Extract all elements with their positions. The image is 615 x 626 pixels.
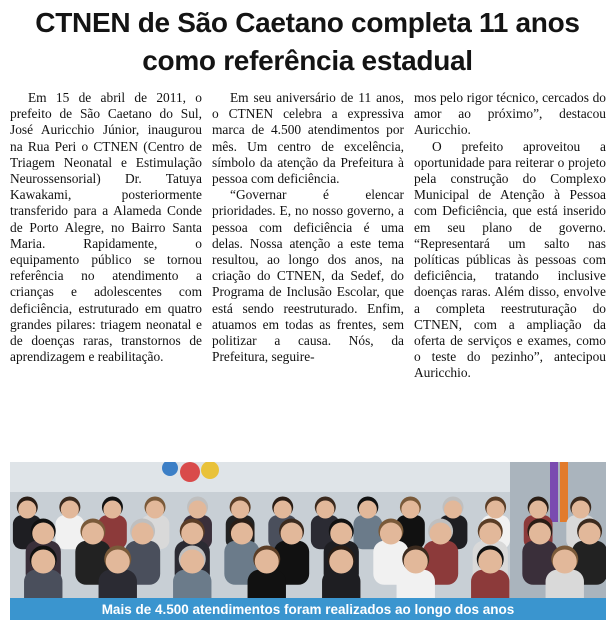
paragraph: O prefeito aproveitou a oportunidade para reiterar o projeto pela construção do Complexo Municipal de Atenção à Pessoa com Deficiência, que está inserido em seu plano de governo. “Representará um salto nas políticas públicas às pessoas com deficiência, tratando inclusive doenças raras. Além disso, envolve a completa reestruturação do CTNEN, com a ampliação da oferta de serviços e exames, como o teste do pezinho”, antecipou Auricchio. — [414, 138, 606, 381]
paragraph: Em 15 de abril de 2011, o prefeito de São Caetano do Sul, José Auricchio Júnior, inaugurou na Rua Peri o CTNEN (Centro de Triagem Neonatal e Estimulação Neurossensorial) Dr. Tatuya Kawakami, posteriormente transferido para a Alameda Conde de Porto Alegre, no Bairro Santa Maria. Rapidamente, o equipamento público se tornou referência no atendimento a crianças e adolescentes com deficiência, estruturado em quatro grandes pilares: triagem neonatal e de doenças raras, transtornos de aprendizagem e reabilitação. — [10, 90, 202, 365]
photo-caption: Mais de 4.500 atendimentos foram realizados ao longo dos anos — [10, 598, 606, 620]
article-column-2 — [212, 90, 404, 458]
person-figure — [353, 497, 382, 550]
ribbon-shape — [550, 462, 558, 522]
group-photo-illustration — [10, 462, 606, 598]
headline-line-2: como referência estadual — [142, 45, 473, 76]
person-figure — [55, 497, 84, 550]
paragraph-continuation: mos pelo rigor técnico, cercados do amor ao próximo”, destacou Auricchio. — [414, 90, 606, 138]
ribbon-shape — [560, 462, 568, 522]
headline-line-1: CTNEN de São Caetano completa 11 anos — [35, 7, 580, 38]
article-column-3 — [414, 90, 606, 458]
article-body — [10, 90, 606, 458]
headline — [8, 4, 607, 80]
group-photo — [10, 462, 606, 598]
balloon-shape — [180, 462, 200, 482]
paragraph: Em seu aniversário de 11 anos, o CTNEN celebra a expressiva marca de 4.500 atendimentos por mês. Um centro de excelência, símbolo da atenção da Prefeitura à pessoa com deficiência. — [212, 90, 404, 187]
article-column-1 — [10, 90, 202, 458]
paragraph: “Governar é elencar prioridades. E, no nosso governo, a pessoa com deficiência é uma delas. Nossa atenção a este tema resultou, ao longo dos anos, na criação do CTNEN, da Sedef, do Programa de Inclusão Escolar, que está sendo reestruturado. Enfim, atuamos em todas as frentes, sem politizar a causa. Nós, da Prefeitura, seguire- — [212, 187, 404, 365]
